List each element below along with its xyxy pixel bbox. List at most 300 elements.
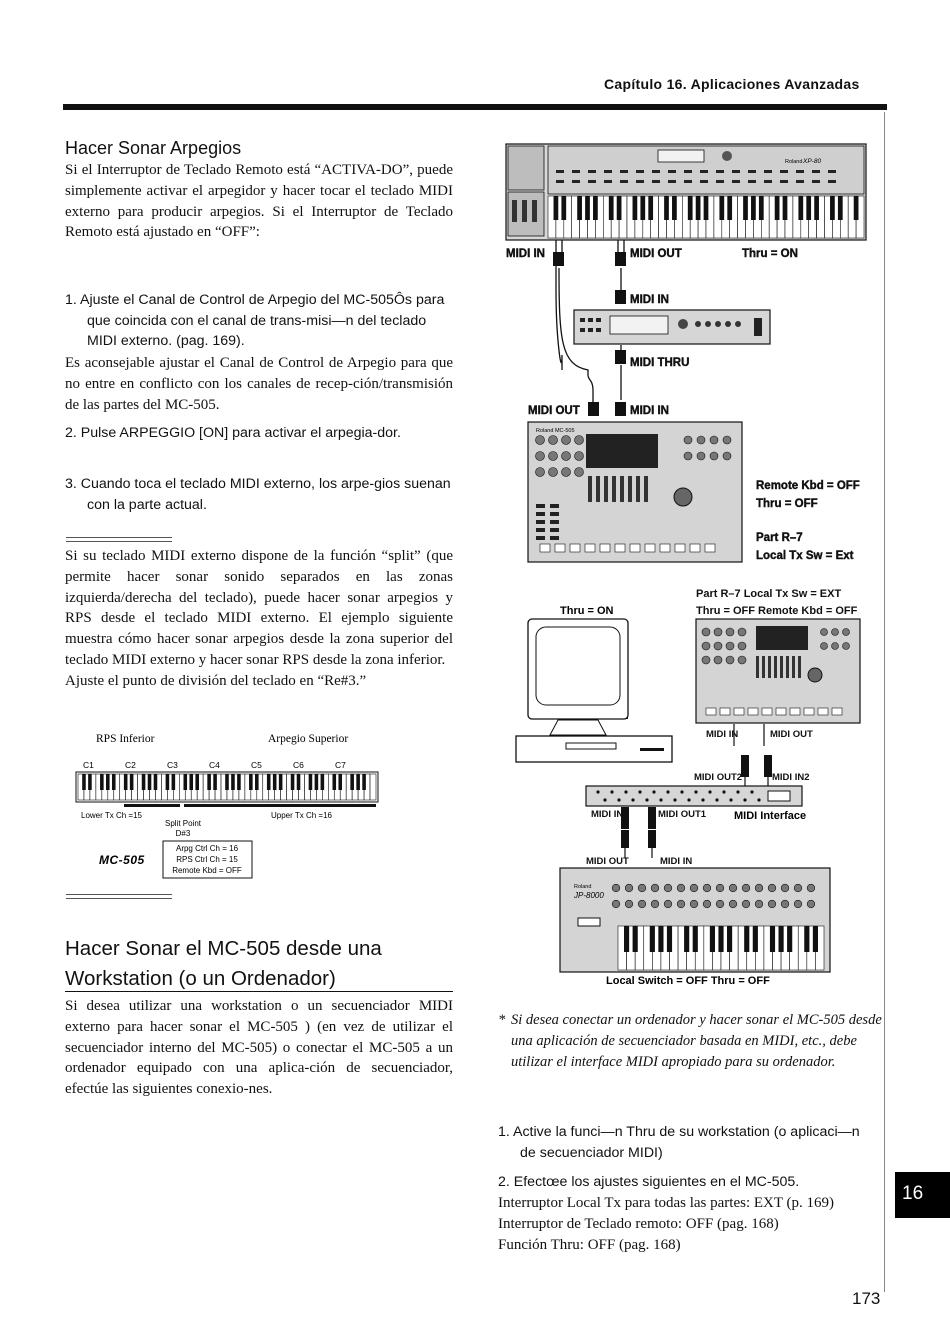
knob: [536, 452, 545, 461]
button: [536, 528, 545, 532]
black-key: [593, 196, 598, 220]
panel-button: [684, 170, 692, 173]
led: [624, 790, 627, 793]
panel-button: [620, 180, 628, 183]
pad: [734, 708, 744, 715]
black-key: [633, 926, 638, 952]
section-heading-workstation: [65, 934, 382, 994]
led: [757, 798, 760, 801]
label-midi-out1: MIDI OUT1: [658, 809, 707, 820]
knob: [612, 900, 620, 908]
knob: [562, 468, 571, 477]
pad: [762, 708, 772, 715]
settings-line-2: RPS Ctrl Ch = 15: [176, 855, 238, 864]
knob: [536, 468, 545, 477]
knob: [714, 656, 722, 664]
pad: [600, 544, 610, 552]
knob: [821, 643, 828, 650]
knob: [690, 900, 698, 908]
split-point-text: Ajuste el punto de división del teclado en “Re#3.”: [65, 672, 367, 689]
panel-button: [828, 170, 836, 173]
jp-brand: Roland: [574, 884, 592, 890]
black-key: [225, 774, 229, 790]
fader: [628, 476, 632, 502]
label-part-r7: Part R–7: [756, 532, 803, 544]
header-rule: [63, 104, 887, 110]
led: [617, 798, 620, 801]
knob: [843, 643, 850, 650]
knob: [612, 884, 620, 892]
pad: [832, 708, 842, 715]
black-key: [751, 196, 756, 220]
pad: [645, 544, 655, 552]
knob: [677, 900, 685, 908]
led: [701, 798, 704, 801]
fader: [786, 656, 789, 678]
black-key: [609, 196, 614, 220]
black-key: [577, 196, 582, 220]
page-number: 173: [852, 1289, 881, 1308]
panel-button: [604, 170, 612, 173]
label-thru-on: Thru = ON: [742, 248, 798, 260]
module-button: [588, 328, 593, 332]
pc-monitor: [516, 619, 672, 762]
knob: [768, 900, 776, 908]
octave-label: C1: [83, 760, 94, 770]
black-key: [130, 774, 134, 790]
pad: [748, 708, 758, 715]
knob: [742, 900, 750, 908]
xp80-model: XP-80: [803, 158, 822, 165]
black-key: [658, 926, 663, 952]
black-key: [696, 196, 701, 220]
black-key: [854, 196, 859, 220]
black-key: [813, 926, 818, 952]
knob: [726, 628, 734, 636]
lower-zone-bar: [124, 804, 180, 807]
pad: [790, 708, 800, 715]
black-key: [759, 196, 764, 220]
hint-marker-top: [66, 537, 172, 542]
module-button: [588, 318, 593, 322]
button: [536, 520, 545, 524]
knob: [664, 900, 672, 908]
panel-button: [764, 170, 772, 173]
knob: [638, 884, 646, 892]
slider: [512, 200, 517, 222]
module-knob: [705, 321, 711, 327]
fader: [768, 656, 771, 678]
black-key: [142, 774, 146, 790]
led: [722, 790, 725, 793]
fader: [588, 476, 592, 502]
label-midi-in1: MIDI IN1: [591, 809, 629, 820]
knob: [677, 884, 685, 892]
label-thru-off: Thru = OFF: [756, 498, 818, 510]
black-key: [718, 926, 723, 952]
advice-paragraph: Es aconsejable ajustar el Canal de Control de Arpegio para que no entre en conflicto con los canales de recep-ción/transmisión de las partes del MC-505.: [65, 355, 453, 413]
fader: [792, 656, 795, 678]
fader: [644, 476, 648, 502]
knob: [536, 436, 545, 445]
black-key: [554, 196, 559, 220]
black-key: [82, 774, 86, 790]
knob: [697, 452, 705, 460]
pad: [555, 544, 565, 552]
black-key: [704, 196, 709, 220]
panel-button: [588, 170, 596, 173]
knob: [729, 884, 737, 892]
black-key: [356, 774, 360, 790]
knob: [742, 884, 750, 892]
panel-button: [812, 180, 820, 183]
mc505-top: [528, 422, 742, 562]
knob: [807, 900, 815, 908]
knob: [755, 884, 763, 892]
fader: [620, 476, 624, 502]
label-thru-off-remote: Thru = OFF Remote Kbd = OFF: [696, 605, 858, 617]
panel-button: [780, 180, 788, 183]
knob: [702, 628, 710, 636]
workstation-steps: [498, 1122, 878, 1193]
knob: [832, 643, 839, 650]
knob: [703, 884, 711, 892]
label-jp-midi-out: MIDI OUT: [586, 856, 629, 867]
black-key: [783, 196, 788, 220]
display: [578, 918, 600, 926]
black-key: [779, 926, 784, 952]
jp8000-synth: [560, 868, 830, 972]
knob: [755, 900, 763, 908]
label-mc-midi-out: MIDI OUT: [528, 405, 580, 417]
knob: [684, 436, 692, 444]
black-key: [744, 926, 749, 952]
pad: [540, 544, 550, 552]
split-point-note: D#3: [175, 829, 191, 838]
label-local-switch: Local Switch = OFF Thru = OFF: [606, 975, 770, 987]
black-key: [684, 926, 689, 952]
black-key: [321, 774, 325, 790]
upper-zone-bar: [184, 804, 376, 807]
black-key: [672, 196, 677, 220]
panel-button: [812, 170, 820, 173]
led: [610, 790, 613, 793]
led: [652, 790, 655, 793]
led: [673, 798, 676, 801]
footnote-text: Si desea conectar un ordenador y hacer sonar el MC-505 desde una aplicación de secuenciador basada en MIDI, etc., debe utilizar el interface MIDI apropiado para su ordenador.: [511, 1012, 882, 1070]
knob: [697, 436, 705, 444]
black-key: [189, 774, 193, 790]
slider: [532, 200, 537, 222]
knob: [781, 900, 789, 908]
label-midi-thru: MIDI THRU: [630, 357, 690, 369]
slider: [522, 200, 527, 222]
fader: [762, 656, 765, 678]
knob: [726, 642, 734, 650]
panel-button: [684, 180, 692, 183]
panel-button: [572, 170, 580, 173]
black-key: [315, 774, 319, 790]
black-key: [207, 774, 211, 790]
knob: [768, 884, 776, 892]
heading-line-1: Hacer Sonar el MC-505 desde una: [65, 937, 382, 960]
mc505-brand: Roland MC-505: [536, 428, 575, 434]
knob: [738, 628, 746, 636]
pad: [660, 544, 670, 552]
knob: [781, 884, 789, 892]
fader: [780, 656, 783, 678]
black-key: [775, 196, 780, 220]
upper-tx-label: Upper Tx Ch =16: [271, 811, 332, 820]
module-knob: [735, 321, 741, 327]
black-key: [100, 774, 104, 790]
led: [666, 790, 669, 793]
mc505-settings-list: [498, 1193, 898, 1255]
knob: [651, 900, 659, 908]
knob: [702, 642, 710, 650]
black-key: [183, 774, 187, 790]
black-key: [710, 926, 715, 952]
pad: [776, 708, 786, 715]
panel-button: [764, 180, 772, 183]
black-key: [753, 926, 758, 952]
black-key: [255, 774, 259, 790]
chapter-header: Capítulo 16. Aplicaciones Avanzadas: [604, 76, 860, 92]
black-key: [273, 774, 277, 790]
section-heading-arpeggios: Hacer Sonar Arpegios: [65, 138, 242, 158]
panel-button: [700, 170, 708, 173]
step-2: 2. Pulse ARPEGGIO [ON] para activar el arpegia-dor.: [65, 425, 401, 441]
knob: [738, 642, 746, 650]
knob: [562, 452, 571, 461]
button: [536, 504, 545, 508]
led: [729, 798, 732, 801]
footnote: [498, 1010, 888, 1072]
label-remote-kbd-off: Remote Kbd = OFF: [756, 480, 860, 492]
black-key: [350, 774, 354, 790]
led: [659, 798, 662, 801]
arpeggio-upper-label: Arpegio Superior: [268, 733, 349, 745]
knob: [684, 452, 692, 460]
button: [550, 504, 559, 508]
fader: [596, 476, 600, 502]
led: [603, 798, 606, 801]
panel-button: [652, 180, 660, 183]
knob: [794, 900, 802, 908]
black-key: [106, 774, 110, 790]
label-mc2-midi-out: MIDI OUT: [770, 729, 813, 740]
label-mc2-midi-in: MIDI IN: [706, 729, 739, 740]
midi-connection-diagram: [498, 140, 888, 995]
black-key: [172, 774, 176, 790]
black-key: [148, 774, 152, 790]
black-key: [267, 774, 271, 790]
black-key: [291, 774, 295, 790]
heading-underline: [65, 991, 453, 992]
octave-label: C5: [251, 760, 262, 770]
knob: [702, 656, 710, 664]
black-key: [830, 196, 835, 220]
pad: [570, 544, 580, 552]
settings-line-3: Remote Kbd = OFF: [172, 866, 242, 875]
led: [694, 790, 697, 793]
fader: [774, 656, 777, 678]
midi-interface-unit: [586, 786, 802, 806]
module-button: [596, 328, 601, 332]
knob: [723, 452, 731, 460]
pad: [705, 544, 715, 552]
panel-button: [604, 180, 612, 183]
knob: [549, 468, 558, 477]
panel-button: [636, 180, 644, 183]
split-keyboard-figure: [72, 728, 382, 883]
mc505-bottom: [696, 619, 860, 723]
black-key: [787, 926, 792, 952]
module-button: [580, 318, 585, 322]
knob: [690, 884, 698, 892]
pad: [690, 544, 700, 552]
black-key: [743, 196, 748, 220]
label-local-tx-ext: Local Tx Sw = Ext: [756, 550, 854, 562]
workstation-paragraph: Si desea utilizar una workstation o un secuenciador MIDI externo para hacer sonar el MC-505 ) (en vez de utilizar el secuenciador interno del MC-505) o conectar el MC-505 a un ordenador equipado con una aplica-ción de secuenciador, efectúe las siguientes conexio-nes.: [65, 998, 453, 1098]
chapter-tab-number: 16: [902, 1183, 924, 1204]
knob: [729, 900, 737, 908]
fader: [604, 476, 608, 502]
knob: [738, 656, 746, 664]
sound-module: [574, 310, 770, 344]
knob: [703, 900, 711, 908]
pad: [585, 544, 595, 552]
knob: [843, 629, 850, 636]
octave-label: C6: [293, 760, 304, 770]
panel-button: [620, 170, 628, 173]
knob: [716, 900, 724, 908]
black-key: [727, 196, 732, 220]
black-key: [561, 196, 566, 220]
led: [645, 798, 648, 801]
knob: [575, 436, 584, 445]
label-jp-midi-in: MIDI IN: [660, 856, 693, 867]
intro-paragraph: Si el Interruptor de Teclado Remoto está “ACTIVA-DO”, puede simplemente activar el arpegidor y hacer tocar el teclado MIDI externo para producir arpegios. Si el Interruptor de Teclado Remoto está ajustado en “OFF”:: [65, 162, 453, 241]
panel-button: [556, 180, 564, 183]
black-key: [297, 774, 301, 790]
knob: [562, 436, 571, 445]
module-knob: [695, 321, 701, 327]
button: [550, 520, 559, 524]
footnote-star: *: [498, 1012, 506, 1028]
black-key: [838, 196, 843, 220]
knob: [710, 452, 718, 460]
module-button: [596, 318, 601, 322]
black-key: [650, 926, 655, 952]
black-key: [804, 926, 809, 952]
setting-thru: Función Thru: OFF (pag. 168): [498, 1236, 681, 1253]
jp-model: JP-8000: [574, 891, 604, 900]
knob: [575, 468, 584, 477]
black-key: [640, 196, 645, 220]
panel-button: [828, 180, 836, 183]
pad: [720, 708, 730, 715]
led: [680, 790, 683, 793]
knob: [549, 452, 558, 461]
label-midi-out2: MIDI OUT2: [694, 772, 743, 783]
panel-button: [716, 170, 724, 173]
label-part-r7-local: Part R–7 Local Tx Sw = EXT: [696, 588, 842, 600]
led: [743, 798, 746, 801]
setting-local-tx: Interruptor Local Tx para todas las partes: EXT (p. 169): [498, 1195, 835, 1211]
button: [550, 536, 559, 540]
panel-button: [636, 170, 644, 173]
mc505-logo: MC-505: [99, 853, 145, 867]
hint-marker-bottom: [66, 894, 172, 899]
split-point-label: Split Point: [164, 819, 202, 828]
label-midi-in: MIDI IN: [506, 248, 545, 260]
white-key: [370, 774, 376, 800]
black-key: [814, 196, 819, 220]
panel-button: [652, 170, 660, 173]
fader: [798, 656, 801, 678]
black-key: [112, 774, 116, 790]
black-key: [624, 926, 629, 952]
knob: [716, 884, 724, 892]
panel-button: [732, 170, 740, 173]
module-knob: [725, 321, 731, 327]
black-key: [88, 774, 92, 790]
knob: [726, 656, 734, 664]
led: [638, 790, 641, 793]
black-key: [664, 196, 669, 220]
knob: [575, 452, 584, 461]
black-key: [693, 926, 698, 952]
pad: [706, 708, 716, 715]
black-key: [719, 196, 724, 220]
label-module-midi-in: MIDI IN: [630, 294, 669, 306]
black-key: [195, 774, 199, 790]
knob: [723, 436, 731, 444]
black-key: [309, 774, 313, 790]
label-midi-in2: MIDI IN2: [772, 772, 810, 783]
knob: [664, 884, 672, 892]
black-key: [617, 196, 622, 220]
label-mc-midi-in: MIDI IN: [630, 405, 669, 417]
label-pc-thru-on: Thru = ON: [560, 605, 614, 617]
chapter-tab: [895, 1172, 950, 1218]
pad: [615, 544, 625, 552]
octave-labels: [83, 760, 346, 770]
ws-step-2: 2. Efectœe los ajustes siguientes en el MC-505.: [498, 1174, 800, 1190]
knob: [625, 900, 633, 908]
keyboard-keys: [78, 774, 376, 800]
xp80-brand: Roland: [785, 159, 803, 165]
lower-tx-label: Lower Tx Ch =15: [81, 811, 142, 820]
rps-lower-label: RPS Inferior: [96, 733, 155, 745]
black-key: [166, 774, 170, 790]
knob: [807, 884, 815, 892]
settings-line-1: Arpg Ctrl Ch = 16: [175, 844, 239, 853]
step-1: 1. Ajuste el Canal de Control de Arpegio del MC-505Ôs para que coincida con el canal de trans-misi—n del teclado MIDI externo. (pag. 169).: [65, 292, 445, 349]
step-3: 3. Cuando toca el teclado MIDI externo, los arpe-gios suenan con la parte actual.: [65, 476, 451, 513]
jp8000-keys: [618, 926, 824, 970]
knob: [549, 436, 558, 445]
panel-button: [796, 180, 804, 183]
panel-button: [796, 170, 804, 173]
panel-button: [588, 180, 596, 183]
split-text: Si su teclado MIDI externo dispone de la función “split” (que permite hacer sonar sonido separados en las zonas izquierda/derecha del teclado), puede hacer sonar arpegios y RPS desde el teclado MIDI externo. El ejemplo siguiente muestra cómo hacer sonar arpegios desde la zona superior del teclado MIDI externo y hacer sonar RPS desde la zona inferior.: [65, 548, 453, 668]
black-key: [806, 196, 811, 220]
split-paragraph: [65, 546, 453, 692]
black-key: [338, 774, 342, 790]
button: [550, 512, 559, 516]
